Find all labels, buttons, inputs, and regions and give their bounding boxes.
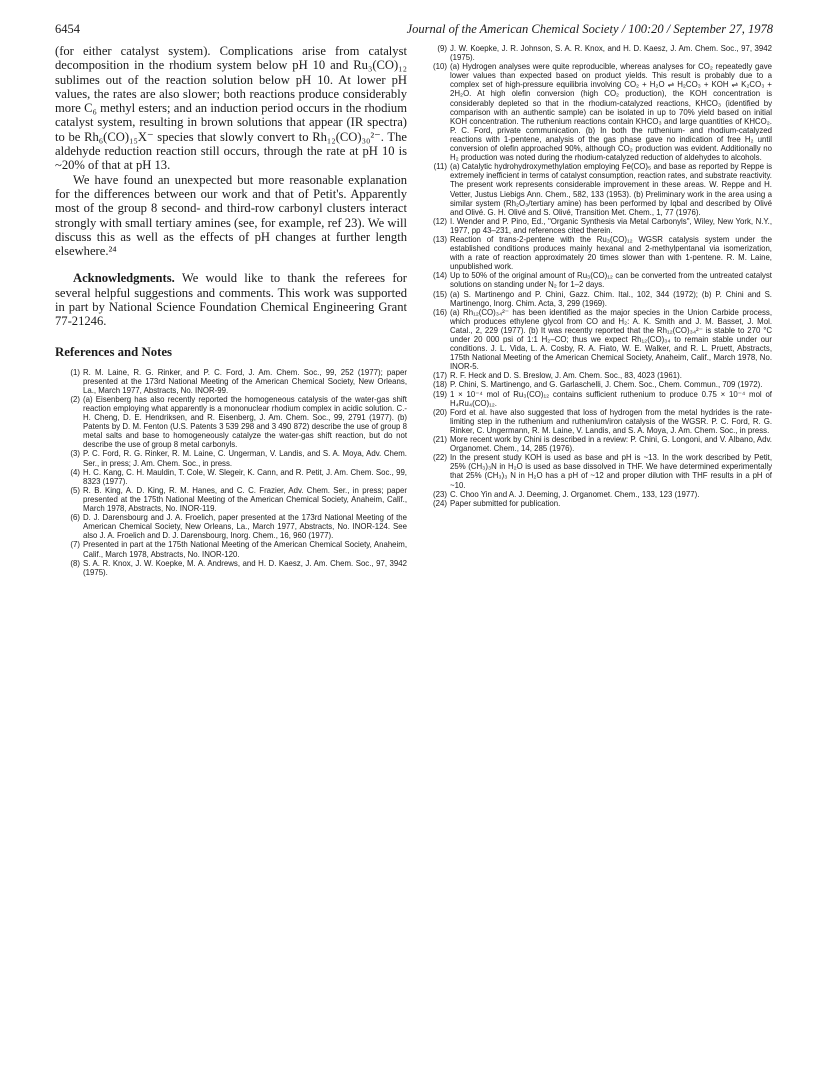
reference-number: ( 21 ) xyxy=(422,435,447,444)
reference-item xyxy=(422,371,772,380)
reference-number: ( 18 ) xyxy=(422,380,447,389)
body-paragraph: (for either catalyst system). Complications arise from catalyst decomposition in the rhodium system below pH 10 and Ru₃(CO)₁₂ sublimes out of the reaction solution below pH 10. At lower pH values, the rates are also slower; both reactions produce considerably more C₆ methyl esters; and an induction period occurs in the rhodium catalyst system, resulting in brown solutions that appear (IR spectra) to be Rh₆(CO)₁₅X⁻ species that slowly convert to Rh₁₂(CO)₃₀²⁻. The aldehyde reduction reaction still occurs, through the rate at pH 10 is ~20% of that at pH 13. xyxy=(55,44,407,173)
reference-number: ( 11 ) xyxy=(422,162,447,171)
references-heading: References and Notes xyxy=(55,344,173,359)
reference-text: R. F. Heck and D. S. Breslow, J. Am. Chem. Soc., 83, 4023 (1961). xyxy=(450,371,682,381)
acknowledgments-paragraph xyxy=(55,271,407,328)
reference-item xyxy=(422,235,772,271)
reference-item xyxy=(422,408,772,435)
reference-number: ( 9 ) xyxy=(422,44,447,53)
reference-number: ( 24 ) xyxy=(422,499,447,508)
reference-item xyxy=(422,380,772,389)
reference-number: ( 4 ) xyxy=(55,468,80,477)
references-list-left xyxy=(55,368,407,577)
reference-text: H. C. Kang, C. H. Mauldin, T. Cole, W. Slegeir, K. Cann, and R. Petit, J. Am. Chem. Soc., 99, 8323 (1977). xyxy=(83,467,407,486)
reference-text: (a) S. Martinengo and P. Chini, Gazz. Chim. Ital., 102, 344 (1972); (b) P. Chini and S. Martinengo, Inorg. Chim. Acta, 3, 299 (1969). xyxy=(450,289,772,308)
reference-text: I. Wender and P. Pino, Ed., "Organic Synthesis via Metal Carbonyls", Wiley, New York, N.Y., 1977, pp 43–231, and references cited therein. xyxy=(450,216,772,235)
reference-number: ( 16 ) xyxy=(422,308,447,317)
reference-number: ( 19 ) xyxy=(422,390,447,399)
reference-text: R. B. King, A. D. King, R. M. Hanes, and C. C. Frazier, Adv. Chem. Ser., in press; paper presented at the 175th National Meeting of the American Chemical Society, Anaheim, Calif., March 1978, Abstracts, No. INOR-119. xyxy=(83,485,407,514)
page-header xyxy=(55,22,773,38)
reference-text: (a) Eisenberg has also recently reported the homogeneous catalysis of the water-gas shift reaction employing what apparently is a mononuclear rhodium complex in acidic solution. C.-H. Cheng, D. E. Hendriksen, and R. Eisenberg, J. Am. Chem. Soc., 99, 2791 (1977). (b) Patents by D. M. Fenton (U.S. Patents 3 539 298 and 3 490 872) describe the use of group 8 metal salts and base to homogeneously catalyze the water-gas shift reaction, but do not describe the use of group 8 metal carbonyls. xyxy=(83,394,407,450)
left-column xyxy=(55,44,407,577)
references-list-right xyxy=(422,44,772,508)
reference-item xyxy=(422,490,772,499)
reference-item xyxy=(422,290,772,308)
reference-number: ( 15 ) xyxy=(422,290,447,299)
reference-item xyxy=(422,217,772,235)
reference-number: ( 6 ) xyxy=(55,513,80,522)
reference-number: ( 5 ) xyxy=(55,486,80,495)
reference-number: ( 12 ) xyxy=(422,217,447,226)
reference-text: (a) Hydrogen analyses were quite reproducible, whereas analyses for CO₂ repeatedly gave lower values than expected based on product yields. This result is probably due to a complex set of high-pressure equilibria involving CO₂ + H₂O ⇌ H₂CO₃ + KOH ⇌ K₂CO₃ + 2H₂O. At high olefin conversion (high CO₂ production), the KOH concentration is considerably depleted so that in the rhodium-catalyzed reactions, KHCO₃ (identified by comparison with an authentic sample) can be isolated in up to 70% yield based on initial KOH concentration. The ruthenium reactions contain KHCO₃ and large quantities of KHCO₂. P. C. Ford, private communication. (b) In both the ruthenium- and rhodium-catalyzed reactions with 1-pentene, analysis of the gas phase gave no indication of free H₂ until conversion of olefin approached 90%, although CO₂ production was evident. Additionally no H₂ production was noted during the rhodium-catalyzed reduction of aldehydes to alcohols. xyxy=(450,62,772,163)
reference-item xyxy=(55,559,407,577)
reference-text: Paper submitted for publication. xyxy=(450,498,561,508)
reference-item xyxy=(55,513,407,540)
reference-number: ( 7 ) xyxy=(55,540,80,549)
reference-item xyxy=(422,308,772,372)
reference-number: ( 3 ) xyxy=(55,449,80,458)
reference-number: ( 13 ) xyxy=(422,235,447,244)
reference-item xyxy=(55,368,407,395)
reference-text: In the present study KOH is used as base and pH is ~13. In the work described by Petit, 25% (CH₃)₃N in H₂O is used as base dissolved in THF. We have determined experimentally that 25% (CH₃)₃ N in H₂O has a pH of ~12 and proper dilution with THF results in a pH of ~10. xyxy=(450,453,772,490)
reference-text: Up to 50% of the original amount of Ru₃(CO)₁₂ can be converted from the untreated catalyst solutions on standing under N₂ for 1–2 days. xyxy=(450,271,772,290)
reference-text: S. A. R. Knox, J. W. Koepke, M. A. Andrews, and H. D. Kaesz, J. Am. Chem. Soc., 97, 3942 (1975). xyxy=(83,558,407,577)
reference-item xyxy=(422,499,772,508)
reference-item xyxy=(55,468,407,486)
reference-text: P. Chini, S. Martinengo, and G. Garlaschelli, J. Chem. Soc., Chem. Commun., 709 (1972). xyxy=(450,380,763,390)
reference-text: J. W. Koepke, J. R. Johnson, S. A. R. Knox, and H. D. Kaesz, J. Am. Chem. Soc., 97, 3942 (1975). xyxy=(450,44,772,63)
reference-item xyxy=(55,540,407,558)
reference-text: D. J. Darensbourg and J. A. Froelich, paper presented at the 173rd National Meeting of the American Chemical Society, New Orleans, La., March 1977, Abstracts, No. INOR-124. See also J. A. Froelich and D. J. Darensbourg, Inorg. Chem., 16, 960 (1977). xyxy=(83,513,407,541)
acknowledgments-text: We would like to thank the referees for several helpful suggestions and comments. This work was supported in part by National Science Foundation Chemical Engineering Grant 77-21246. xyxy=(55,271,408,329)
reference-text: Presented in part at the 175th National Meeting of the American Chemical Society, Anaheim, Calif., March 1978, Abstracts, No. INOR-120. xyxy=(83,540,407,559)
reference-item xyxy=(55,395,407,450)
reference-text: 1 × 10⁻⁴ mol of Ru₃(CO)₁₂ contains sufficient ruthenium to produce 0.75 × 10⁻⁴ mol of H₄Ru₄(CO)₁₂. xyxy=(450,389,772,408)
page-number: 6454 xyxy=(55,22,80,36)
reference-item xyxy=(422,453,772,489)
reference-item xyxy=(422,390,772,408)
reference-item xyxy=(422,162,772,217)
reference-text: (a) Rh₁₂(CO)₃₄²⁻ has been identified as the major species in the Union Carbide process, which produces ethylene glycol from CO and H₂: A. K. Smith and J. M. Basset, J. Mol. Catal., 2, 229 (1977). (b) It was recently reported that the Rh₁₂(CO)₃₄²⁻ is stable to 270 °C under 20 000 psi of 1:1 H₂–CO; thus we expect Rh₁₂(CO)₃₄ to remain stable under our conditions. J. L. Vida, L. A. Cosby, R. A. Fiato, W. E. Walker, and R. L. Pruett, Abstracts, 175th National Meeting of the American Chemical Society, Anaheim, Calif., March 1978, No. INOR-5. xyxy=(450,307,772,372)
right-column xyxy=(422,44,772,508)
acknowledgments-heading: Acknowledgments. xyxy=(73,271,175,286)
reference-number: ( 20 ) xyxy=(422,408,447,417)
reference-text: (a) Catalytic hydrohydroxymethylation employing Fe(CO)₅ and base as reported by Reppe is extremely inefficient in terms of catalyst consumption, reaction rates, and substrate reactivity. The present work represents considerable improvement in these areas. W. Reppe and H. Vetter, Justus Liebigs Ann. Chem., 582, 133 (1953). (b) Preliminary work in the area using a similar system (Rh₂O₃/tertiary amine) has been performed by Iqbal and described by Olivé and Olivé. G. H. Olivé and S. Olivé, Transition Met. Chem., 1, 77 (1976). xyxy=(450,162,772,217)
journal-running-head: Journal of the American Chemical Society / 100:20 / September 27, 1978 xyxy=(406,22,773,36)
reference-number: ( 10 ) xyxy=(422,62,447,71)
reference-item xyxy=(422,271,772,289)
reference-item xyxy=(55,486,407,513)
reference-number: ( 23 ) xyxy=(422,490,447,499)
reference-number: ( 1 ) xyxy=(55,368,80,377)
body-paragraph: We have found an unexpected but more reasonable explanation for the differences between our work and that of Petit's. Apparently most of the group 8 second- and third-row carbonyl clusters interact strongly with small tertiary amines (see, for example, ref 23). We will discuss this as well as the effects of pH changes at further length elsewhere.²⁴ xyxy=(55,172,407,259)
reference-item xyxy=(422,435,772,453)
reference-text: More recent work by Chini is described in a review: P. Chini, G. Longoni, and V. Albano, Adv. Organomet. Chem., 14, 285 (1976). xyxy=(450,435,772,454)
reference-number: ( 17 ) xyxy=(422,371,447,380)
reference-text: P. C. Ford, R. G. Rinker, R. M. Laine, C. Ungerman, V. Landis, and S. A. Moya, Adv. Chem. Ser., in press; J. Am. Chem. Soc., in press. xyxy=(83,449,407,468)
reference-number: ( 22 ) xyxy=(422,453,447,462)
reference-item xyxy=(422,44,772,62)
reference-number: ( 14 ) xyxy=(422,271,447,280)
reference-text: Reaction of trans-2-pentene with the Ru₃(CO)₁₂ WGSR catalysis system under the established conditions produces mainly hexanal and 2-methylpentanal via isomerization, with a rate of reaction approximately 20 times slower than with 1-pentene. R. M. Laine, unpublished work. xyxy=(450,234,772,272)
reference-text: Ford et al. have also suggested that loss of hydrogen from the metal hydrides is the rate-limiting step in the ruthenium and ruthenium/iron catalysis of the WGSR. P. C. Ford, R. G. Rinker, C. Ungermann, R. M. Laine, V. Landis, and S. A. Moya, J. Am. Chem. Soc., in press. xyxy=(450,407,772,435)
reference-item xyxy=(55,449,407,467)
reference-item xyxy=(422,62,772,162)
reference-number: ( 8 ) xyxy=(55,559,80,568)
reference-text: C. Choo Yin and A. J. Deeming, J. Organomet. Chem., 133, 123 (1977). xyxy=(450,489,700,499)
reference-number: ( 2 ) xyxy=(55,395,80,404)
reference-text: R. M. Laine, R. G. Rinker, and P. C. Ford, J. Am. Chem. Soc., 99, 252 (1977); paper presented at the 173rd National Meeting of the American Chemical Society, New Orleans, La., March 1977, Abstracts, No. INOR-99. xyxy=(83,367,407,395)
